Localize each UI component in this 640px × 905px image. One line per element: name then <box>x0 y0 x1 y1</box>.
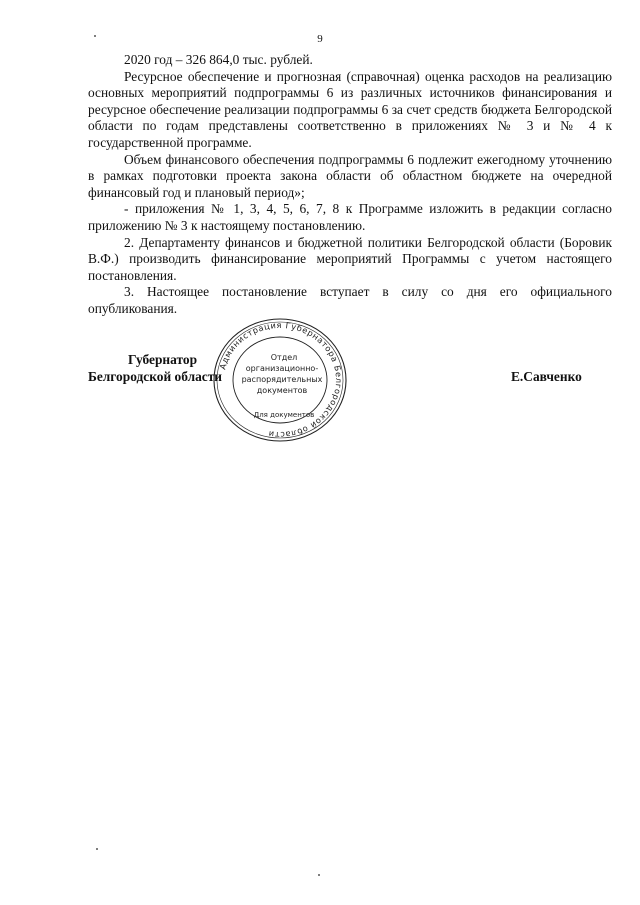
seal-center-line-2: организационно- <box>245 364 319 373</box>
paragraph-funding-2020: 2020 год – 326 864,0 тыс. рублей. <box>124 52 313 67</box>
scan-speck <box>96 848 98 850</box>
page-number: 9 <box>317 33 323 45</box>
paragraph-item-2: 2. Департаменту финансов и бюджетной политики Белгородской области (Боровик В.Ф.) производить финансирование мероприятий Программы с учетом настоящего постановления. <box>88 234 612 283</box>
paragraph-resource-provision: Ресурсное обеспечение и прогнозная (справочная) оценка расходов на реализацию основных мероприятий подпрограммы 6 из различных источников финансирования и ресурсное обеспечение реализации подпрограммы 6 за счет средств бюджета Белгородской области по годам представлены соответственно в приложениях № 3 и № 4 к государственной программе. <box>88 68 612 150</box>
signature-title-line1: Губернатор <box>128 352 198 367</box>
seal-center-line-1: Отдел <box>270 353 298 362</box>
paragraph-item-3: 3. Настоящее постановление вступает в силу со дня его официального опубликования. <box>88 284 612 316</box>
scan-speck <box>318 874 320 876</box>
document-body <box>88 52 612 318</box>
official-seal <box>210 316 350 444</box>
paragraph-funding-volume: Объем финансового обеспечения подпрограммы 6 подлежит ежегодному уточнению в рамках подготовки проекта закона области об областном бюджете на очередной финансовый год и плановый период»; <box>88 151 612 200</box>
paragraph-appendices: - приложения № 1, 3, 4, 5, 6, 7, 8 к Программе изложить в редакции согласно приложению № 3 к настоящему постановлению. <box>88 201 612 233</box>
seal-center-line-4: документов <box>256 386 308 395</box>
signatory-name: Е.Савченко <box>511 369 582 384</box>
seal-ring-text: Администрация Губернатора Белгородской области <box>217 319 345 441</box>
seal-center-line-3: распорядительных <box>241 375 323 384</box>
seal-bottom-text: Для документов <box>253 411 315 419</box>
signature-title-line2: Белгородской области <box>88 369 223 384</box>
scan-speck <box>94 35 96 37</box>
